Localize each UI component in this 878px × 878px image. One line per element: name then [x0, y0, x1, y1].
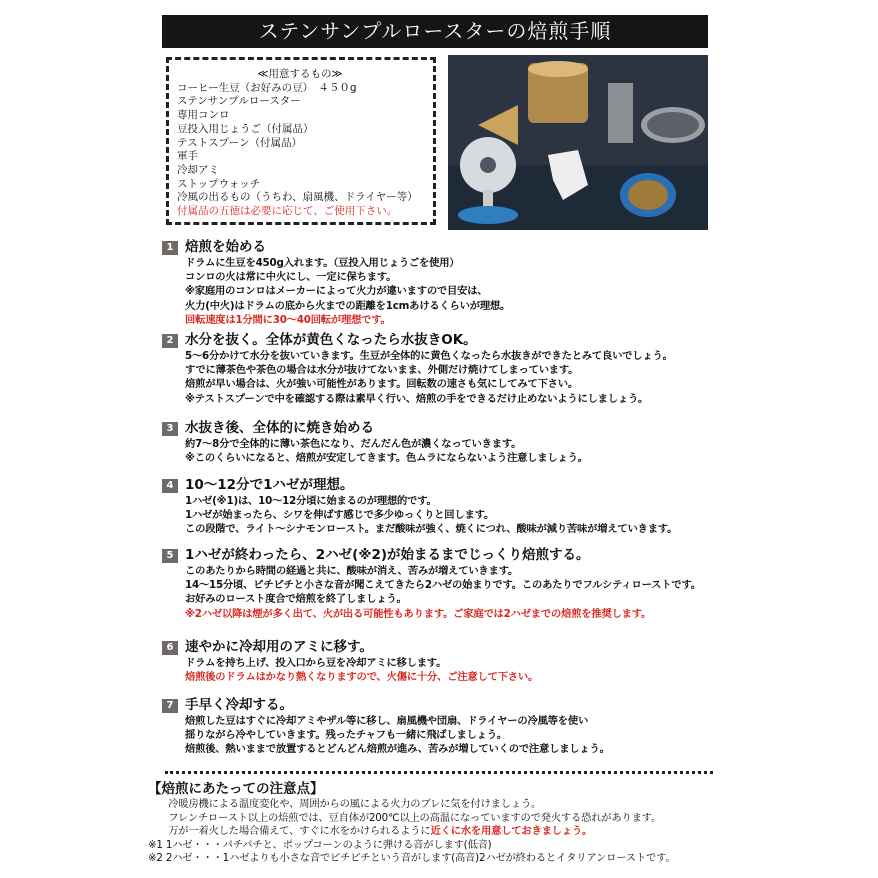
step-title: 速やかに冷却用のアミに移す。	[185, 639, 373, 655]
step-number-badge: 6	[162, 641, 178, 655]
step-section	[162, 547, 722, 621]
text-segment: 回転速度は1分間に30～40回転が理想です。	[185, 313, 391, 326]
step-section	[162, 697, 722, 757]
text-line	[148, 825, 718, 839]
text-line	[162, 256, 722, 270]
text-segment: ※テストスプーンで中を確認する際は素早く行い、焙煎の手をできるだけ止めないようにしましょう。	[185, 392, 649, 405]
step-number-badge: 3	[162, 422, 178, 436]
text-segment: 約7～8分で全体的に薄い茶色になり、だんだん色が濃くなっていきます。	[185, 438, 522, 450]
text-segment: ※2 2ハゼ・・・1ハゼよりも小さな音でピチピチという音がします(高音)2ハゼが終わるとイタリアンローストです。	[148, 852, 676, 864]
prep-item: 豆投入用じょうご（付属品）	[177, 122, 314, 135]
text-line	[162, 494, 722, 508]
text-segment: 焙煎後、熱いままで放置するとどんどん焙煎が進み、苦みが増していくので注意しましょう。	[185, 743, 610, 756]
text-segment: 1ハゼ(※1)は、10～12分頃に始まるのが理想的です。	[185, 495, 437, 507]
prep-item: テストスプーン（付属品）	[177, 136, 302, 149]
text-segment: すでに薄茶色や茶色の場合は水分が抜けてないまま、外側だけ焼けてしまっています。	[185, 364, 579, 377]
step-heading	[162, 332, 722, 349]
step-title: 1ハゼが終わったら、2ハゼ(※2)が始まるまでじっくり焙煎する。	[185, 547, 590, 563]
text-line	[148, 839, 718, 853]
prep-item: ストップウォッチ	[177, 177, 261, 190]
step-section	[162, 239, 722, 327]
text-segment: ドラムに生豆を450g入れます。（豆投入用じょうごを使用）	[185, 257, 460, 269]
text-segment: コンロの火は常に中火にし、一定に保ちます。	[185, 271, 397, 284]
text-line	[162, 670, 722, 684]
text-line	[162, 270, 722, 284]
text-line	[162, 522, 722, 536]
step-section	[162, 639, 722, 684]
step-title: 10～12分で1ハゼが理想。	[185, 477, 354, 493]
text-line	[162, 437, 722, 451]
text-line	[162, 742, 722, 756]
text-segment: 14～15分頃、ピチピチと小さな音が聞こえてきたら2ハゼの始まりです。このあたりでフルシティローストです。	[185, 579, 701, 592]
text-line	[162, 299, 722, 313]
text-segment: 火力(中火)はドラムの底から火までの距離を1cmあけるくらいが理想。	[185, 299, 511, 312]
text-line	[162, 377, 722, 391]
text-line	[162, 728, 722, 742]
step-title: 水分を抜く。全体が黄色くなったら水抜きOK。	[185, 332, 477, 348]
step-heading	[162, 477, 722, 494]
step-title: 水抜き後、全体的に焼き始める	[185, 420, 374, 436]
prep-item: 軍手	[177, 150, 198, 163]
text-segment: 1ハゼが始まったら、シワを伸ばす感じで多少ゆっくりと回します。	[185, 509, 494, 522]
text-line	[148, 812, 718, 826]
text-segment: この段階で、ライト～シナモンロースト。まだ酸味が強く、焼くにつれ、酸味が減り苦味が増えていきます。	[185, 523, 678, 536]
prep-item: ステンサンプルロースター	[177, 95, 301, 108]
text-segment: ※このくらいになると、焙煎が安定してきます。色ムラにならないよう注意しましょう。	[185, 452, 588, 465]
prep-item: 専用コンロ	[177, 109, 230, 122]
text-segment: 揺りながら冷やしていきます。残ったチャフも一緒に飛ばしましょう。	[185, 729, 507, 742]
text-segment: 近くに水を用意しておきましょう。	[430, 825, 593, 837]
prep-note: 付属品の五徳は必要に応じて、ご使用下さい。	[177, 205, 398, 218]
step-heading	[162, 547, 722, 564]
text-line	[162, 508, 722, 522]
text-line	[162, 578, 722, 592]
step-heading	[162, 420, 722, 437]
step-title: 焙煎を始める	[185, 239, 266, 255]
text-line	[148, 798, 718, 812]
cautions-title: 【焙煎にあたっての注意点】	[148, 781, 324, 797]
prep-item: 冷風の出るもの（うちわ、扇風機、ドライヤー等）	[177, 191, 418, 204]
step-number-badge: 2	[162, 334, 178, 348]
prep-item: 冷却アミ	[177, 163, 219, 176]
text-segment: ※2ハゼ以降は煙が多く出て、火が出る可能性もあります。ご家庭では2ハゼまでの焙煎を推奨します。	[185, 607, 652, 620]
text-segment: 万が一着火した場合備えて、すぐに水をかけられるように	[148, 825, 431, 837]
text-segment: ※1 1ハゼ・・・パチパチと、ポップコーンのように弾ける音がします(低音)	[148, 838, 492, 851]
step-section	[162, 477, 722, 537]
text-line	[162, 592, 722, 606]
step-number-badge: 1	[162, 241, 178, 255]
step-heading	[162, 639, 722, 656]
text-segment: フレンチロースト以上の焙煎では、豆自体が200℃以上の高温になっていますので発火する恐れがあります。	[148, 811, 662, 824]
text-line	[162, 656, 722, 670]
dotted-divider	[165, 771, 713, 774]
text-line	[162, 363, 722, 377]
text-line	[148, 852, 718, 866]
text-line	[162, 564, 722, 578]
roaster-equipment-photo	[448, 55, 708, 230]
text-segment: 焙煎が早い場合は、火が強い可能性があります。回転数の速さも気にしてみて下さい。	[185, 378, 578, 391]
text-line	[162, 392, 722, 406]
text-line	[162, 451, 722, 465]
text-segment: 冷暖房機による温度変化や、周囲からの風による火力のブレに気を付けましょう。	[148, 798, 542, 810]
step-heading	[162, 239, 722, 256]
page-title: ステンサンプルロースターの焙煎手順	[162, 15, 708, 48]
text-line	[162, 349, 722, 363]
text-line	[162, 714, 722, 728]
text-segment: このあたりから時間の経過と共に、酸味が消え、苦みが増えていきます。	[185, 565, 518, 577]
step-number-badge: 7	[162, 699, 178, 713]
text-segment: ドラムを持ち上げ、投入口から豆を冷却アミに移します。	[185, 657, 447, 669]
step-number-badge: 5	[162, 549, 178, 563]
prep-items	[177, 82, 433, 205]
step-heading	[162, 697, 722, 714]
text-segment: お好みのロースト度合で焙煎を終了しましょう。	[185, 593, 407, 606]
cautions-section	[148, 781, 718, 866]
text-line	[162, 607, 722, 621]
step-title: 手早く冷却する。	[185, 697, 293, 713]
text-segment: 焙煎後のドラムはかなり熱くなりますので、火傷に十分、ご注意して下さい。	[185, 671, 539, 684]
text-segment: 5～6分かけて水分を抜いていきます。生豆が全体的に黄色くなったら水抜きができたとみて良いでしょう。	[185, 350, 673, 362]
prep-item: コーヒー生豆（お好みの豆） ４５０g	[177, 81, 357, 94]
step-section	[162, 420, 722, 465]
text-segment: ※家庭用のコンロはメーカーによって火力が違いますので目安は、	[185, 285, 488, 298]
step-section	[162, 332, 722, 406]
step-number-badge: 4	[162, 479, 178, 493]
text-line	[162, 313, 722, 327]
text-line	[162, 284, 722, 298]
prep-list-box	[166, 57, 436, 225]
prep-heading: ≪用意するもの≫	[257, 68, 343, 80]
text-segment: 焙煎した豆はすぐに冷却アミやザル等に移し、扇風機や団扇、ドライヤーの冷風等を使い	[185, 715, 589, 727]
